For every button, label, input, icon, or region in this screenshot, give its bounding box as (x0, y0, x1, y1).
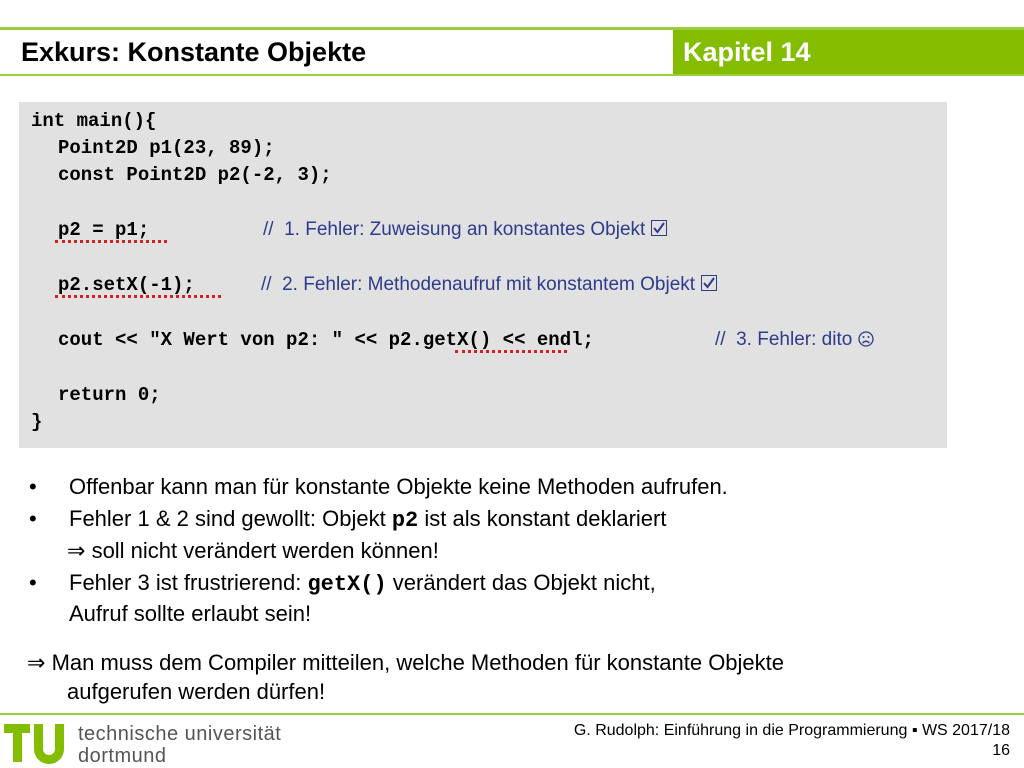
code-cout-part2: << endl; (491, 329, 594, 351)
conclusion-line-2: aufgerufen werden dürfen! (67, 679, 326, 704)
bullet-marker: • (29, 570, 37, 595)
bullet-1-text: Offenbar kann man für konstante Objekte keine Methoden aufrufen. (69, 474, 728, 499)
bottom-rule (0, 713, 1024, 715)
code-block (19, 102, 947, 448)
implies-arrow-icon: ⇒ (27, 651, 46, 676)
slide-title: Exkurs: Konstante Objekte (21, 37, 367, 67)
comment-error-1-text: // 1. Fehler: Zuweisung an konstantes Objekt (263, 219, 646, 240)
title-bar (0, 30, 1024, 74)
code-line-p2: const Point2D p2(-2, 3); (58, 164, 332, 186)
conclusion-line-1 (27, 650, 784, 677)
code-line-close: } (31, 411, 43, 433)
page-number: 16 (992, 742, 1010, 759)
bullet-marker: • (29, 474, 37, 499)
frown-icon (858, 331, 874, 347)
implies-arrow-icon: ⇒ (67, 539, 86, 564)
comment-error-3 (715, 329, 874, 351)
bullet-3-code: getX() (307, 572, 387, 597)
bullet-2-continuation-text: soll nicht verändert werden können! (91, 538, 439, 563)
code-line-setx: p2.setX(-1); (58, 274, 195, 296)
checkbox-checked-icon (651, 220, 667, 236)
bullet-2-part2: ist als konstant deklariert (418, 506, 667, 531)
conclusion-text-1: Man muss dem Compiler mitteilen, welche Methoden für konstante Objekte (51, 650, 785, 675)
bullet-3-text (69, 570, 656, 598)
bullet-2-continuation (67, 538, 439, 565)
university-name (78, 723, 281, 767)
footer-citation-text: G. Rudolph: Einführung in die Programmierung ▪ WS 2017/18 (573, 722, 1010, 739)
code-line-assign: p2 = p1; (58, 219, 150, 241)
university-name-line1: technische universität (78, 723, 282, 745)
bullet-2-text (69, 506, 666, 534)
code-cout-part1: cout << "X Wert von p2: " << (58, 329, 389, 351)
code-line-return: return 0; (58, 384, 161, 406)
checkbox-checked-icon (701, 275, 717, 291)
comment-error-2-text: // 2. Fehler: Methodenaufruf mit konstantem Objekt (261, 274, 696, 295)
comment-error-1 (263, 219, 667, 241)
comment-error-2 (261, 274, 717, 296)
footer-citation (574, 721, 1010, 761)
code-getx-call: p2.getX() (388, 329, 492, 351)
error-underline-1 (55, 240, 167, 243)
code-line-main: int main(){ (31, 110, 157, 132)
error-underline-2 (55, 295, 221, 298)
chapter-badge: Kapitel 14 (673, 30, 1024, 74)
tu-logo (4, 720, 68, 764)
bullet-3-continuation: Aufruf sollte erlaubt sein! (69, 601, 312, 626)
comment-error-3-text: // 3. Fehler: dito (715, 329, 853, 350)
bullet-2-code: p2 (391, 508, 419, 533)
code-line-p1: Point2D p1(23, 89); (58, 137, 275, 159)
bullet-3-part2: verändert das Objekt nicht, (386, 570, 656, 595)
code-line-cout (58, 329, 594, 351)
bullet-marker: • (29, 506, 37, 531)
university-name-line2: dortmund (78, 745, 167, 767)
title-rule (0, 74, 1024, 76)
error-underline-3 (455, 350, 567, 353)
bullet-2-part1: Fehler 1 & 2 sind gewollt: Objekt (69, 506, 392, 531)
bullet-3-part1: Fehler 3 ist frustrierend: (69, 570, 308, 595)
